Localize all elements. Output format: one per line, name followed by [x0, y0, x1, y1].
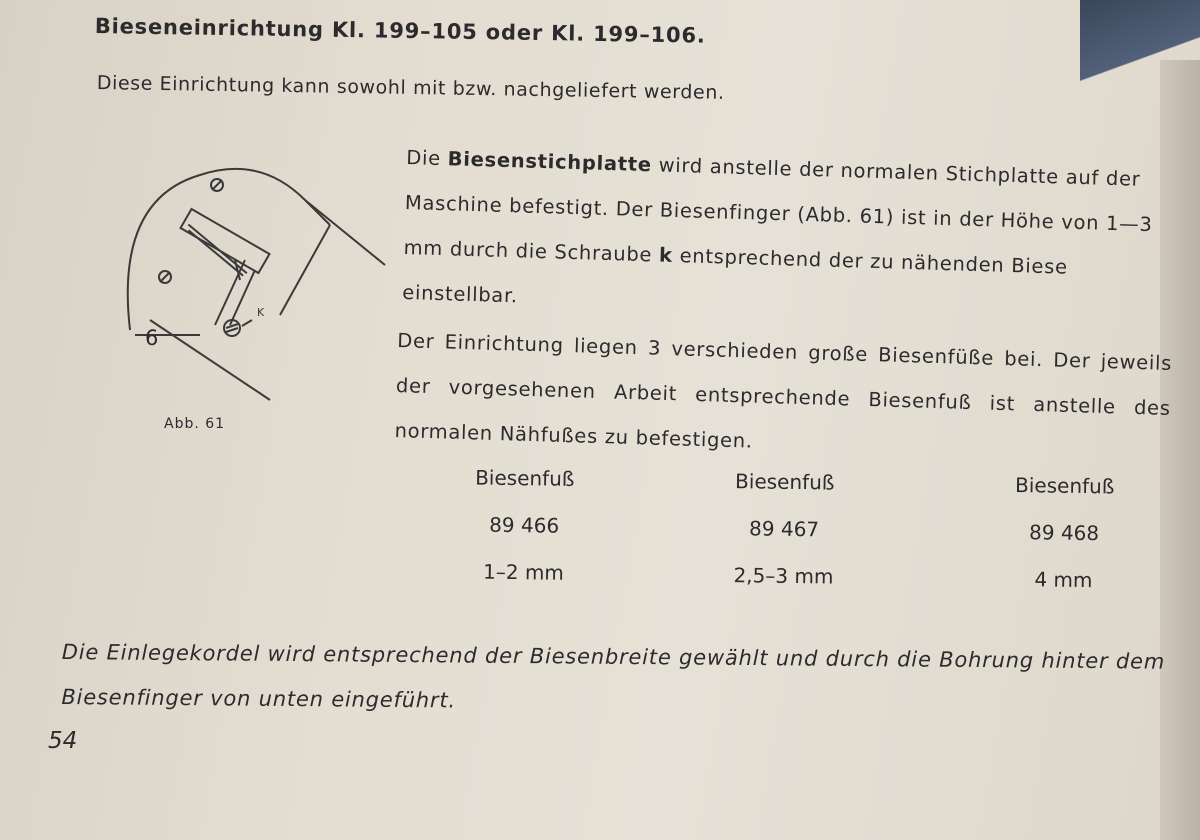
- paragraph-biesenfuesse: Der Einrichtung liegen 3 verschieden große Biesenfüße bei. Der jeweils der vorgesehenen Arbeit entsprechende Biesenfuß ist anstelle des normalen Nähfußes zu befestigen.: [394, 328, 1173, 453]
- foot-size: 1–2 mm: [482, 559, 565, 585]
- foot-number: 89 468: [1028, 520, 1100, 546]
- biesenfuss-table: [438, 465, 1140, 605]
- intro-text: Diese Einrichtung kann sowohl mit bzw. nachgeliefert werden.: [96, 72, 725, 104]
- page-heading: Bieseneinrichtung Kl. 199–105 oder Kl. 199–106.: [94, 14, 706, 48]
- foot-name: Biesenfuß: [475, 465, 575, 491]
- label-k-leader: [242, 320, 252, 326]
- foot-number: 89 467: [748, 516, 820, 542]
- figure-biesenstichplatte-drawing: [120, 150, 400, 420]
- paragraph-einlegekordel: Die Einlegekordel wird entsprechend der Biesenbreite gewählt und durch die Bohrung hinter dem Biesenfinger von unten eingeführt.: [61, 639, 1166, 713]
- biesenfinger-part: [181, 209, 270, 273]
- figure-part-number: 6: [145, 326, 159, 350]
- paragraph-stichplatte: Die Biesenstichplatte wird anstelle der normalen Stichplatte auf der Maschine befestigt. Der Biesenfinger (Abb. 61) ist in der Höhe von 1—3 mm durch die Schraube k entsprechend der zu nähenden Biese einstellbar.: [401, 145, 1153, 308]
- figure-caption: Abb. 61: [164, 416, 226, 432]
- figure-label-k: K: [257, 306, 265, 319]
- plate-lower-edge: [150, 320, 270, 400]
- plate-edge-line: [305, 200, 385, 265]
- biesenfuss-column: [963, 472, 1165, 616]
- page-number: 54: [48, 728, 78, 754]
- foot-size: 2,5–3 mm: [733, 563, 834, 589]
- biesenfuss-column: [423, 465, 625, 609]
- term-biesenstichplatte: Biesenstichplatte: [447, 147, 653, 177]
- foot-name: Biesenfuß: [1014, 473, 1115, 499]
- foot-size: 4 mm: [1034, 567, 1093, 593]
- foot-number: 89 466: [489, 512, 560, 538]
- plate-slot-line: [280, 225, 330, 315]
- biesenfuss-column: [683, 468, 885, 612]
- screw-reference-k: k: [658, 243, 674, 267]
- foot-name: Biesenfuß: [734, 469, 835, 495]
